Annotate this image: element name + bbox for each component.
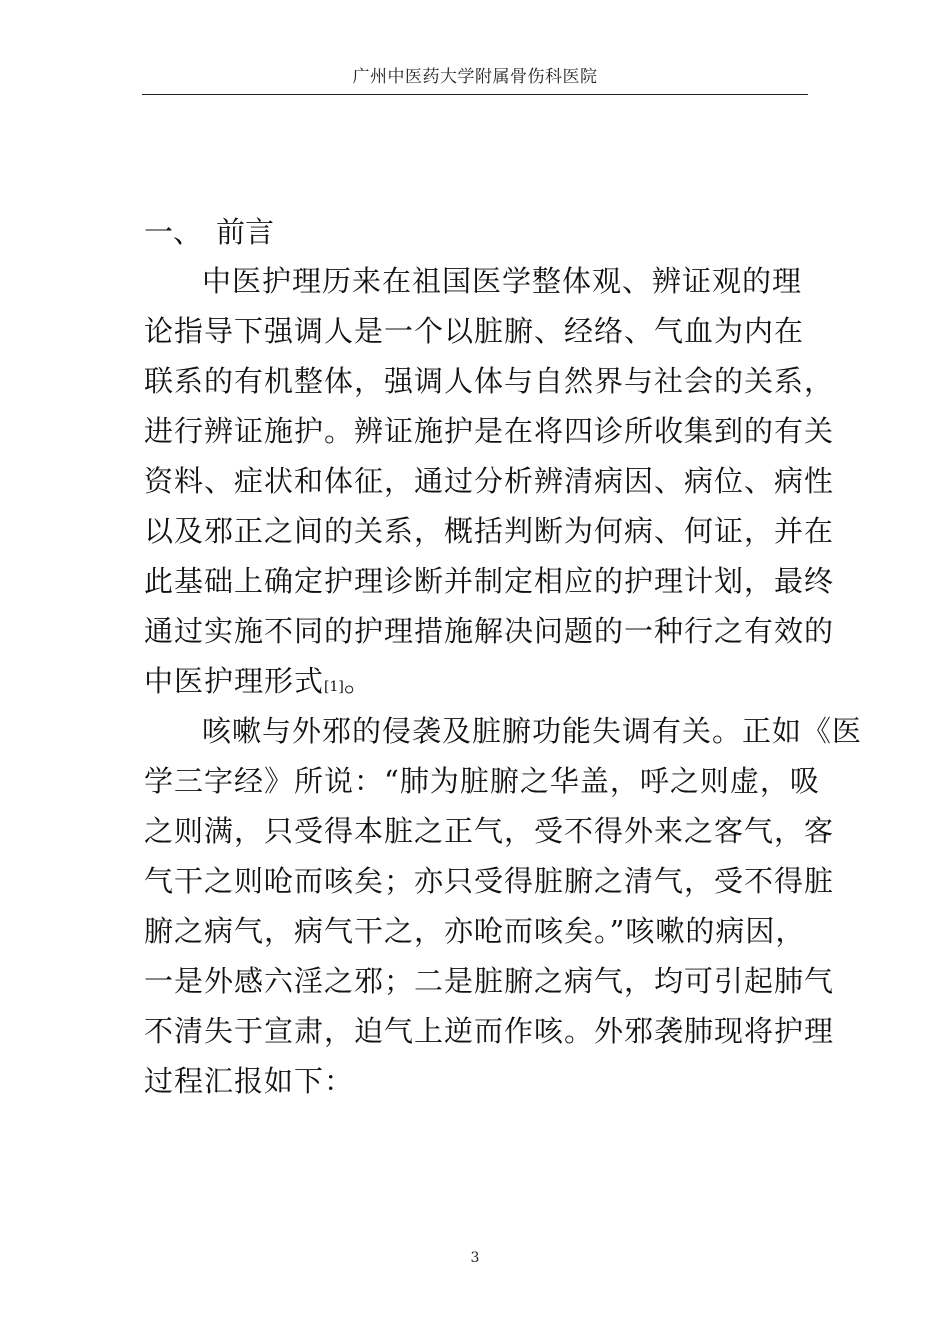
- paragraph-line: 不清失于宣肃，迫气上逆而作咳。外邪袭肺现将护理: [144, 1014, 835, 1048]
- paragraph-line: 咳嗽与外邪的侵袭及脏腑功能失调有关。正如《医: [202, 714, 863, 748]
- paragraph-line-end: 。: [343, 664, 374, 698]
- document-body: [144, 208, 863, 1106]
- section-number: 一、: [144, 215, 203, 249]
- paragraph-line: 此基础上确定护理诊断并制定相应的护理计划，最终: [144, 564, 835, 598]
- paragraph-line: 腑之病气，病气干之，亦呛而咳矣。”咳嗽的病因，: [144, 914, 806, 948]
- paragraph-line-text: 中医护理形式: [144, 664, 325, 698]
- paragraph-line: 气干之则呛而咳矣；亦只受得脏腑之清气，受不得脏: [144, 864, 835, 898]
- paragraph-line: 联系的有机整体，强调人体与自然界与社会的关系，: [144, 364, 835, 398]
- paragraph-line: 之则满，只受得本脏之正气，受不得外来之客气，客: [144, 814, 835, 848]
- paragraph-line: 以及邪正之间的关系，概括判断为何病、何证，并在: [144, 514, 835, 548]
- paragraph-line: [144, 656, 808, 706]
- page-header: [142, 60, 808, 95]
- paragraph-line: 中医护理历来在祖国医学整体观、辨证观的理: [202, 264, 803, 298]
- paragraph-line: 资料、症状和体征，通过分析辨清病因、病位、病性: [144, 464, 835, 498]
- paragraph-1: [144, 256, 835, 706]
- header-title: 广州中医药大学附属骨伤科医院: [352, 67, 598, 87]
- paragraph-2: [144, 706, 863, 1106]
- page-number: 3: [470, 1250, 480, 1266]
- section-heading: [144, 208, 808, 256]
- paragraph-line: 通过实施不同的护理措施解决问题的一种行之有效的: [144, 614, 835, 648]
- citation-reference[interactable]: [1]: [324, 679, 344, 695]
- paragraph-line: 学三字经》所说：“肺为脏腑之华盖，呼之则虚，吸: [144, 764, 820, 798]
- paragraph-line: 过程汇报如下：: [144, 1064, 355, 1098]
- paragraph-line: 一是外感六淫之邪；二是脏腑之病气，均可引起肺气: [144, 964, 835, 998]
- paragraph-line: 进行辨证施护。辨证施护是在将四诊所收集到的有关: [144, 414, 835, 448]
- section-title: 前言: [216, 215, 275, 249]
- paragraph-line: 论指导下强调人是一个以脏腑、经络、气血为内在: [144, 314, 805, 348]
